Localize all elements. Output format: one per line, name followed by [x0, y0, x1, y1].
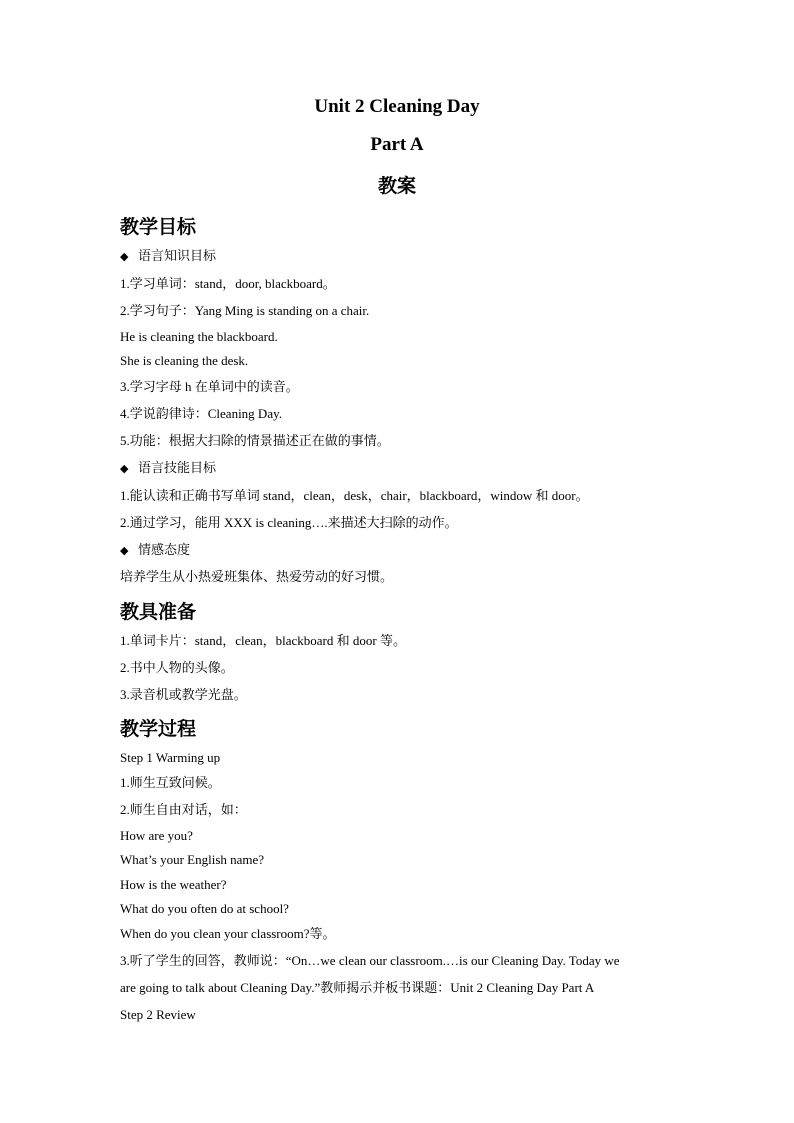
- text-line: 2.书中人物的头像。: [120, 660, 234, 675]
- text-line: 1.单词卡片：stand，clean，blackboard 和 door 等。: [120, 633, 406, 648]
- text-line: Step 2 Review: [120, 1007, 196, 1022]
- document-subtitle: Part A: [370, 134, 424, 155]
- text-line: 4.学说韵律诗：Cleaning Day.: [120, 406, 282, 421]
- text-line: 1.能认读和正确书写单词 stand，clean，desk，chair，blackboard，window 和 door。: [120, 488, 589, 503]
- text-line: Step 1 Warming up: [120, 750, 221, 765]
- text-line: 2.学习句子：Yang Ming is standing on a chair.: [120, 303, 370, 318]
- text-line: 1.学习单词：stand，door, blackboard。: [120, 276, 336, 291]
- text-line: How are you?: [120, 828, 193, 843]
- document-title: Unit 2 Cleaning Day: [314, 96, 480, 117]
- diamond-bullet-icon: ◆: [120, 463, 129, 475]
- text-line: What’s your English name?: [120, 852, 265, 867]
- subsection-label: 情感态度: [138, 542, 191, 557]
- subsection-attitude: [120, 542, 190, 559]
- text-line: How is the weather?: [120, 877, 227, 892]
- text-line: He is cleaning the blackboard.: [120, 329, 278, 344]
- text-line: 培养学生从小热爱班集体、热爱劳动的好习惯。: [120, 569, 394, 584]
- section-heading-process: 教学过程: [120, 719, 197, 740]
- text-line: 5.功能：根据大扫除的情景描述正在做的事情。: [120, 433, 390, 448]
- section-heading-objectives: 教学目标: [120, 217, 197, 238]
- text-line: 3.录音机或教学光盘。: [120, 687, 247, 702]
- subsection-skills: [120, 460, 216, 477]
- text-line: She is cleaning the desk.: [120, 353, 249, 368]
- text-line: When do you clean your classroom?等。: [120, 926, 336, 941]
- text-line: 2.师生自由对话，如：: [120, 802, 247, 817]
- text-line: 1.师生互致问候。: [120, 775, 221, 790]
- diamond-bullet-icon: ◆: [120, 251, 129, 263]
- document-type-label: 教案: [377, 176, 416, 197]
- text-line: 2.通过学习，能用 XXX is cleaning….来描述大扫除的动作。: [120, 515, 458, 530]
- subsection-label: 语言知识目标: [138, 248, 217, 263]
- text-line: 3.听了学生的回答，教师说：“On…we clean our classroom.…is our Cleaning Day. Today we: [120, 953, 620, 968]
- section-heading-materials: 教具准备: [120, 602, 197, 623]
- diamond-bullet-icon: ◆: [120, 545, 129, 557]
- subsection-label: 语言技能目标: [138, 460, 217, 475]
- text-line: What do you often do at school?: [120, 901, 289, 916]
- text-line: 3.学习字母 h 在单词中的读音。: [120, 379, 299, 394]
- text-line: are going to talk about Cleaning Day.”教师揭示并板书课题：Unit 2 Cleaning Day Part A: [120, 980, 595, 995]
- subsection-knowledge: [120, 248, 216, 265]
